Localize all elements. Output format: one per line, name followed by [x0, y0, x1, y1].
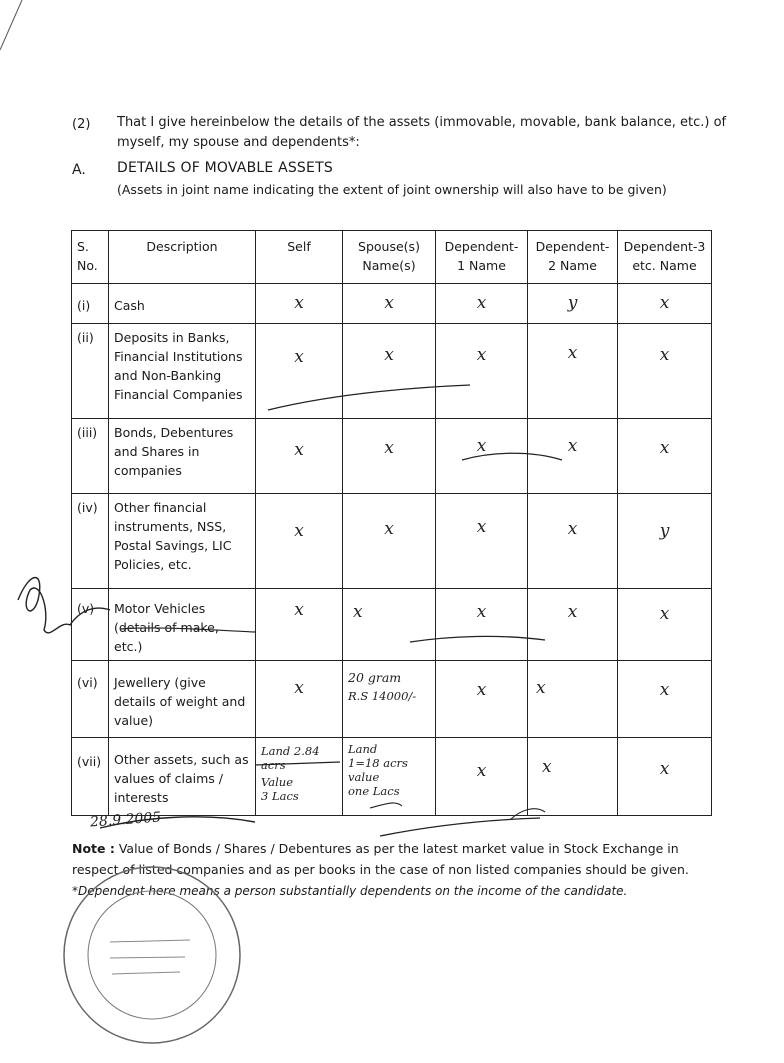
self-mark [256, 494, 343, 589]
spouse-mark [343, 284, 436, 324]
table-header-row [72, 231, 712, 284]
dep1-mark [436, 589, 528, 661]
table-row [72, 494, 712, 589]
handwritten-cross: x [294, 293, 304, 313]
handwritten-cross: x [476, 517, 487, 537]
handwritten-cross: x [476, 761, 487, 781]
handwritten-cross: x [476, 345, 487, 365]
handwritten-cross: x [659, 680, 670, 700]
section-title: DETAILS OF MOVABLE ASSETS [117, 160, 333, 176]
header-dependent-1: Dependent-1 Name [436, 231, 528, 284]
spouse-mark [343, 419, 436, 494]
handwritten-cross: x [294, 440, 304, 460]
dep1-mark [436, 661, 528, 738]
dep3-mark [618, 324, 712, 419]
handwritten-cross: x [542, 757, 552, 777]
header-description: Description [109, 231, 256, 284]
dep1-mark [436, 284, 528, 324]
handwritten-cross: x [353, 602, 363, 622]
self-other-assets-entry [256, 738, 343, 816]
handwritten-cross: x [567, 343, 578, 363]
row-number: (iv) [72, 494, 109, 589]
handwritten-cross: x [384, 519, 394, 539]
table-row [72, 661, 712, 738]
handwritten-cross: x [659, 438, 670, 458]
table-row [72, 589, 712, 661]
note-text: Value of Bonds / Shares / Debentures as per the latest market value in Stock Exchange in respect of listed companies and as per books in the case of non listed companies should be given. [72, 841, 689, 877]
row-description: Cash [109, 284, 256, 324]
dep3-mark [618, 284, 712, 324]
table-row [72, 284, 712, 324]
self-mark [256, 324, 343, 419]
handwritten-cross: x [659, 604, 670, 624]
handwritten-cross: x [659, 345, 670, 365]
handwritten-land: Land [348, 742, 378, 756]
movable-assets-table [71, 230, 712, 816]
handwritten-cross: x [476, 293, 487, 313]
handwritten-value: R.S 14000/- [348, 689, 417, 703]
row-description: Other financial instruments, NSS, Postal Savings, LIC Policies, etc. [109, 494, 256, 589]
page-edge-line [0, 0, 22, 50]
seal-text-line [110, 957, 185, 958]
dep3-mark [618, 738, 712, 816]
footnote: *Dependent here means a person substantially dependents on the income of the candidate. [72, 884, 628, 898]
handwritten-cross: x [384, 438, 394, 458]
header-dependent-3: Dependent-3 etc. Name [618, 231, 712, 284]
handwritten-cross: x [659, 759, 670, 779]
handwritten-cross: x [476, 602, 487, 622]
handwritten-cross: x [384, 293, 394, 313]
handwritten-cross: x [384, 345, 394, 365]
row-description: Deposits in Banks, Financial Institutions and Non-Banking Financial Companies [109, 324, 256, 419]
handwritten-cross: x [476, 436, 487, 456]
handwritten-value: one Lacs [348, 784, 400, 798]
seal-text-line [110, 940, 190, 942]
dep2-mark [528, 661, 618, 738]
dep3-mark [618, 589, 712, 661]
row-description: Bonds, Debentures and Shares in companies [109, 419, 256, 494]
section-subtitle: (Assets in joint name indicating the extent of joint ownership will also have to be given) [117, 182, 667, 197]
row-description: Other assets, such as values of claims / interests [109, 738, 256, 816]
dep3-mark [618, 419, 712, 494]
handwritten-cross: x [659, 293, 670, 313]
handwritten-cross: y [659, 521, 670, 541]
note-paragraph [72, 838, 722, 880]
header-self: Self [256, 231, 343, 284]
handwritten-cross: x [294, 521, 304, 541]
spouse-mark [343, 494, 436, 589]
row-number: (ii) [72, 324, 109, 419]
row-number: (iii) [72, 419, 109, 494]
row-description: Jewellery (give details of weight and value) [109, 661, 256, 738]
row-number: (v) [72, 589, 109, 661]
note-label: Note : [72, 841, 115, 856]
self-mark [256, 661, 343, 738]
header-sno: S. No. [72, 231, 109, 284]
dep2-mark [528, 589, 618, 661]
handwritten-value-label: value [348, 770, 380, 784]
handwritten-cross: x [567, 602, 578, 622]
dep3-mark [618, 661, 712, 738]
table-row [72, 738, 712, 816]
handwritten-cross: x [536, 678, 546, 698]
table-row [72, 324, 712, 419]
row-description: Motor Vehicles (details of make, etc.) [109, 589, 256, 661]
handwritten-weight: 20 gram [348, 670, 402, 685]
spouse-other-assets-entry [343, 738, 436, 816]
handwritten-area: acrs [261, 758, 286, 772]
dep1-mark [436, 738, 528, 816]
intro-paragraph: That I give hereinbelow the details of the assets (immovable, movable, bank balance, etc.) of myself, my spouse and dependents*: [117, 115, 727, 150]
dep2-mark [528, 494, 618, 589]
handwritten-cross: x [294, 678, 304, 698]
self-mark [256, 589, 343, 661]
handwritten-value: 3 Lacs [261, 789, 299, 803]
paragraph-number: (2) [72, 117, 91, 132]
self-mark [256, 284, 343, 324]
seal-inner-ring [88, 891, 216, 1019]
header-dependent-2: Dependent-2 Name [528, 231, 618, 284]
handwritten-cross: x [567, 436, 578, 456]
handwritten-land: Land 2.84 [261, 744, 320, 758]
table-row [72, 419, 712, 494]
spouse-jewellery-entry [343, 661, 436, 738]
dep1-mark [436, 419, 528, 494]
handwritten-cross: x [294, 600, 304, 620]
handwritten-cross: x [294, 347, 304, 367]
dep3-mark [618, 494, 712, 589]
dep1-mark [436, 324, 528, 419]
row-number: (vi) [72, 661, 109, 738]
handwritten-cross: y [567, 293, 578, 313]
signature-date: 28.9.2005 [89, 809, 162, 831]
section-letter: A. [72, 162, 86, 178]
handwritten-value-label: Value [261, 775, 293, 789]
header-spouse: Spouse(s) Name(s) [343, 231, 436, 284]
handwritten-cross: x [567, 519, 578, 539]
row-number: (vii) [72, 738, 109, 816]
handwritten-area: 1=18 acrs [348, 756, 408, 770]
seal-text-line [112, 972, 180, 974]
handwritten-cross: x [476, 680, 487, 700]
self-mark [256, 419, 343, 494]
dep2-mark [528, 738, 618, 816]
dep1-mark [436, 494, 528, 589]
row-number: (i) [72, 284, 109, 324]
spouse-mark [343, 589, 436, 661]
spouse-mark [343, 324, 436, 419]
handwritten-stroke [380, 818, 540, 836]
dep2-mark [528, 419, 618, 494]
dep2-mark [528, 284, 618, 324]
dep2-mark [528, 324, 618, 419]
